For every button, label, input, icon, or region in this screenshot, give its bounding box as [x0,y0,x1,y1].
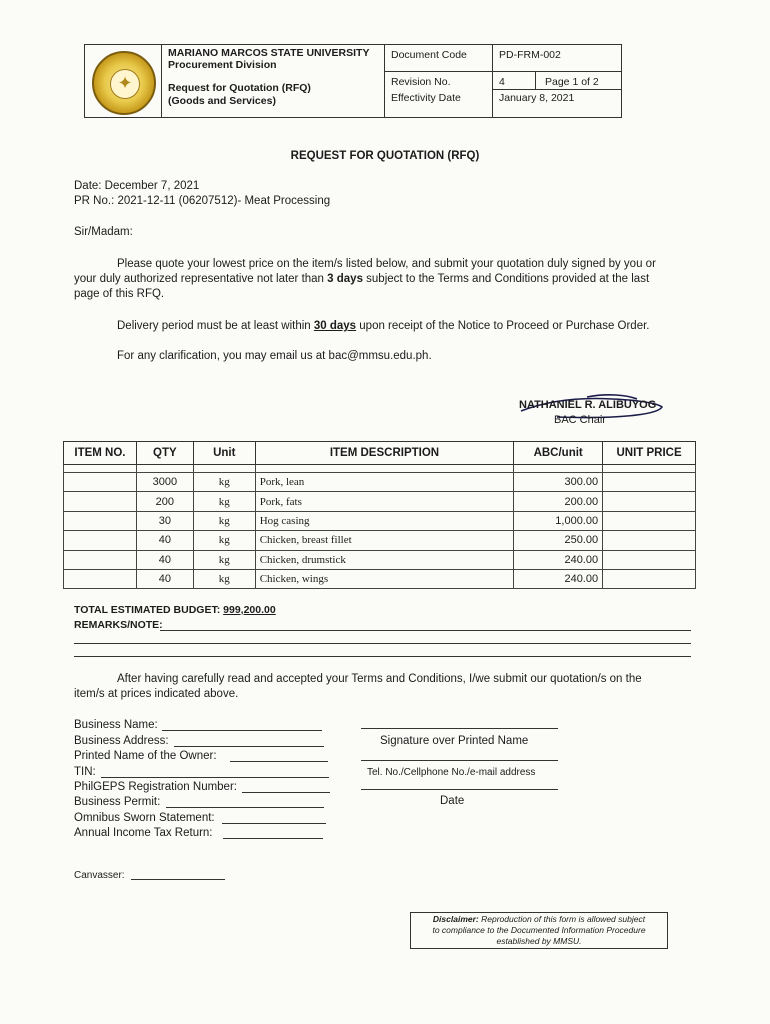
description-cell: Chicken, wings [255,569,514,588]
abc-cell: 250.00 [514,531,603,550]
doc-label-cell [385,45,493,117]
table-row [64,531,696,550]
qty-cell: 40 [136,531,193,550]
acceptance-line-2: item/s at prices indicated above. [74,688,239,700]
unit-cell: kg [193,473,255,492]
effectivity-label: Effectivity Date [391,92,461,104]
body-paragraph-1b: your duly authorized representative not later than 3 days subject to the Terms and Conditions provided at the last [74,273,650,285]
body-paragraph-1c: page of this RFQ. [74,288,165,300]
table-row [64,569,696,588]
unit-price-cell[interactable] [603,511,696,530]
field-omnibus-label: Omnibus Sworn Statement: [74,812,215,824]
table-row [64,492,696,511]
item-no-cell [64,473,137,492]
unit-cell: kg [193,511,255,530]
abc-cell: 1,000.00 [514,511,603,530]
item-no-cell [64,492,137,511]
qty-cell: 30 [136,511,193,530]
document-code-label: Document Code [391,49,467,61]
date-line-field[interactable] [361,789,558,790]
pr-number-line: PR No.: 2021-12-11 (06207512)- Meat Processing [74,195,331,207]
unit-price-cell[interactable] [603,569,696,588]
contact-label: Tel. No./Cellphone No./e-mail address [367,767,536,778]
field-owner-name-label: Printed Name of the Owner: [74,750,217,762]
logo-cell [85,45,162,117]
description-cell: Chicken, drumstick [255,550,514,569]
table-header-row [64,442,696,465]
field-business-address-label: Business Address: [74,735,169,747]
unit-price-cell[interactable] [603,473,696,492]
table-row [64,550,696,569]
col-item-description: ITEM DESCRIPTION [255,442,514,465]
unit-cell: kg [193,492,255,511]
university-seal-logo: ✦ [92,51,156,115]
description-cell: Hog casing [255,511,514,530]
university-name: MARIANO MARCOS STATE UNIVERSITY [168,47,370,59]
form-title-line2: (Goods and Services) [168,95,276,107]
canvasser-label: Canvasser: [74,870,125,881]
description-cell: Pork, lean [255,473,514,492]
item-no-cell [64,531,137,550]
remarks-line[interactable] [74,643,691,644]
signature-line[interactable] [361,728,558,729]
unit-cell: kg [193,531,255,550]
signature-label: Signature over Printed Name [380,735,529,747]
date-line: Date: December 7, 2021 [74,180,200,192]
item-no-cell [64,511,137,530]
disclaimer-box: Disclaimer: Reproduction of this form is allowed subject to compliance to the Documented Information Procedure established by MMSU. [410,912,668,949]
business-name-field[interactable] [162,730,322,731]
title-cell [162,45,385,117]
division-name: Procurement Division [168,59,277,71]
revision-label: Revision No. [391,76,451,88]
income-tax-field[interactable] [223,838,323,839]
omnibus-field[interactable] [222,823,326,824]
philgeps-field[interactable] [242,792,330,793]
unit-cell: kg [193,569,255,588]
canvasser-field[interactable] [131,879,225,880]
abc-cell: 240.00 [514,569,603,588]
field-tin-label: TIN: [74,766,96,778]
description-cell: Pork, fats [255,492,514,511]
tin-field[interactable] [101,777,329,778]
owner-name-field[interactable] [230,761,328,762]
salutation: Sir/Madam: [74,226,133,238]
unit-cell: kg [193,550,255,569]
clarification-paragraph: For any clarification, you may email us at bac@mmsu.edu.ph. [117,350,432,362]
table-row [64,473,696,492]
unit-price-cell[interactable] [603,531,696,550]
unit-price-cell[interactable] [603,492,696,511]
date-label: Date [440,795,465,807]
form-title-line1: Request for Quotation (RFQ) [168,82,311,94]
abc-cell: 240.00 [514,550,603,569]
abc-cell: 200.00 [514,492,603,511]
contact-line[interactable] [361,760,558,761]
field-income-tax-label: Annual Income Tax Return: [74,827,213,839]
qty-cell: 200 [136,492,193,511]
document-code-value: PD-FRM-002 [499,49,561,61]
col-qty: QTY [136,442,193,465]
col-abc-unit: ABC/unit [514,442,603,465]
remarks-line[interactable] [74,656,691,657]
field-business-name-label: Business Name: [74,719,158,731]
total-budget: TOTAL ESTIMATED BUDGET: 999,200.00 [74,604,276,616]
description-cell: Chicken, breast fillet [255,531,514,550]
revision-value: 4 [499,76,505,88]
remarks-line[interactable] [160,630,691,631]
item-no-cell [64,550,137,569]
page-number: Page 1 of 2 [545,76,599,88]
signatory-title: BAC Chair [554,414,606,426]
table-row [64,511,696,530]
business-permit-field[interactable] [166,807,324,808]
abc-cell: 300.00 [514,473,603,492]
qty-cell: 3000 [136,473,193,492]
items-table [63,441,696,589]
effectivity-value: January 8, 2021 [499,92,575,104]
col-unit: Unit [193,442,255,465]
item-no-cell [64,569,137,588]
qty-cell: 40 [136,550,193,569]
delivery-paragraph: Delivery period must be at least within 30 days upon receipt of the Notice to Proceed or Purchase Order. [117,320,650,332]
unit-price-cell[interactable] [603,550,696,569]
col-item-no: ITEM NO. [64,442,137,465]
business-address-field[interactable] [174,746,324,747]
field-business-permit-label: Business Permit: [74,796,161,808]
page-heading: REQUEST FOR QUOTATION (RFQ) [290,150,480,162]
col-unit-price: UNIT PRICE [603,442,696,465]
field-philgeps-label: PhilGEPS Registration Number: [74,781,237,793]
acceptance-line-1: After having carefully read and accepted your Terms and Conditions, I/we submit our quotation/s on the [117,673,642,685]
document-header [84,44,622,118]
remarks-label: REMARKS/NOTE: [74,619,163,631]
signatory-name: NATHANIEL R. ALIBUYOG [519,399,657,411]
qty-cell: 40 [136,569,193,588]
doc-value-cell [493,45,621,117]
body-paragraph-1a: Please quote your lowest price on the item/s listed below, and submit your quotation duly signed by you or [117,258,656,270]
